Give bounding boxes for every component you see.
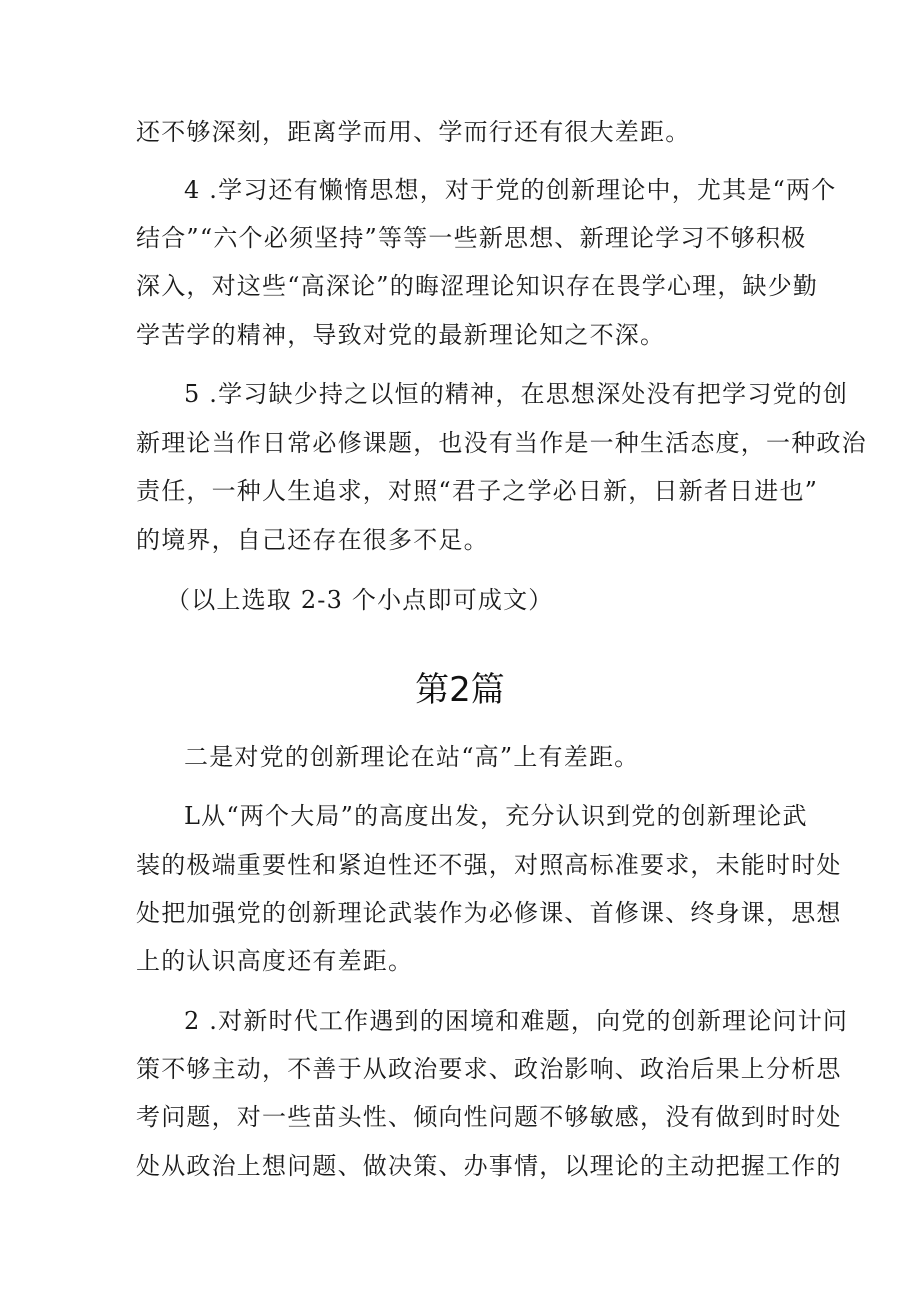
paragraph-line: 4 .学习还有懒惰思想，对于党的创新理论中，尤其是“两个 — [184, 176, 837, 204]
paragraph-line: 5 .学习缺少持之以恒的精神，在思想深处没有把学习党的创 — [184, 380, 849, 408]
paragraph-line: 结合”“六个必须坚持”等等一些新思想、新理论学习不够积极 — [136, 224, 807, 252]
paragraph-line: 处把加强党的创新理论武装作为必修课、首修课、终身课，思想 — [136, 899, 842, 927]
section-heading: 第2篇 — [415, 670, 505, 710]
paragraph-line: 策不够主动，不善于从政治要求、政治影响、政治后果上分析思 — [136, 1055, 842, 1083]
paragraph-line: 2 .对新时代工作遇到的困境和难题，向党的创新理论问计问 — [184, 1007, 849, 1035]
paragraph-line: 深入，对这些“高深论”的晦涩理论知识存在畏学心理，缺少勤 — [136, 272, 819, 300]
paragraph-line: L从“两个大局”的高度出发，充分认识到党的创新理论武 — [184, 802, 808, 830]
paragraph-line: 考问题，对一些苗头性、倾向性问题不够敏感，没有做到时时处 — [136, 1103, 842, 1131]
paragraph-line: 还不够深刻，距离学而用、学而行还有很大差距。 — [136, 118, 691, 146]
paragraph-line: 学苦学的精神，导致对党的最新理论知之不深。 — [136, 321, 666, 349]
paragraph-line: 新理论当作日常必修课题，也没有当作是一种生活态度，一种政治 — [136, 429, 867, 457]
paragraph-line: 责任，一种人生追求，对照“君子之学必日新，日新者日进也” — [136, 477, 819, 505]
paragraph-line: 的境界，自己还存在很多不足。 — [136, 526, 489, 554]
paragraph-line: 处从政治上想问题、做决策、办事情，以理论的主动把握工作的 — [136, 1152, 842, 1180]
selection-note: （以上选取 2-3 个小点即可成文） — [166, 586, 554, 614]
paragraph-line: 二是对党的创新理论在站“高”上有差距。 — [184, 743, 640, 771]
paragraph-line: 上的认识高度还有差距。 — [136, 947, 414, 975]
paragraph-line: 装的极端重要性和紧迫性还不强，对照高标准要求，未能时时处 — [136, 851, 842, 879]
